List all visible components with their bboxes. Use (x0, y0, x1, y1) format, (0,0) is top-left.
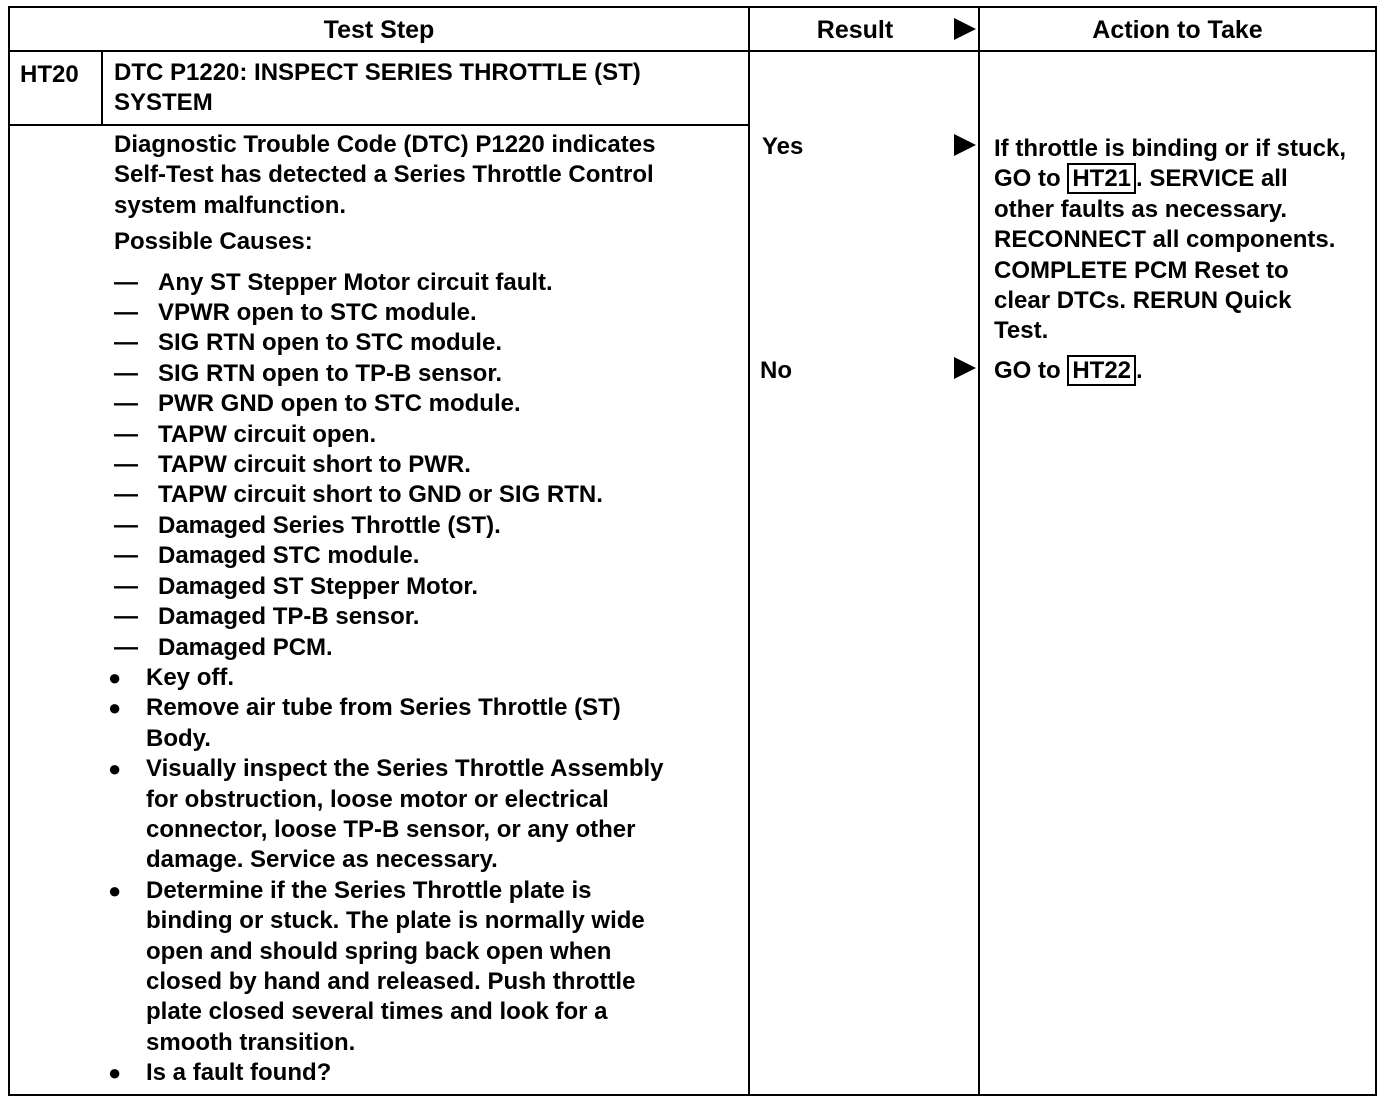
header-action: Action to Take (1092, 15, 1263, 44)
dash-icon: — (114, 420, 138, 448)
cause-item: — VPWR open to STC module. (114, 298, 664, 328)
action-item: ● Remove air tube from Series Throttle (ST) Body. (108, 693, 664, 754)
step-id: HT20 (20, 61, 79, 88)
result-yes: Yes (762, 133, 804, 160)
bullet-icon: ● (108, 877, 122, 903)
diagnostic-table (8, 6, 1377, 1096)
dash-icon: — (114, 481, 138, 509)
cause-item: — Damaged Series Throttle (ST). (114, 511, 664, 541)
dash-icon: — (114, 572, 138, 600)
cause-item: — Any ST Stepper Motor circuit fault. (114, 268, 664, 298)
dash-icon: — (114, 390, 138, 418)
dash-icon: — (114, 451, 138, 479)
bullet-icon: ● (108, 1060, 122, 1086)
cause-item: — TAPW circuit short to PWR. (114, 450, 664, 480)
causes-list (114, 268, 664, 663)
bullet-icon: ● (108, 756, 122, 782)
cause-item: — PWR GND open to STC module. (114, 389, 664, 419)
intro-text: Diagnostic Trouble Code (DTC) P1220 indicates Self-Test has detected a Series Throttle Control system malfunction. (114, 131, 656, 219)
cause-item: — Damaged STC module. (114, 541, 664, 571)
dash-icon: — (114, 268, 138, 296)
cause-item: — SIG RTN open to TP-B sensor. (114, 359, 664, 389)
dash-icon: — (114, 359, 138, 387)
cause-item: — Damaged ST Stepper Motor. (114, 572, 664, 602)
action-item: ● Visually inspect the Series Throttle Assembly for obstruction, loose motor or electrical connector, loose TP-B sensor, or any other damage. Service as necessary. (108, 754, 664, 876)
cause-item: — Damaged PCM. (114, 633, 664, 663)
cause-item: — Damaged TP-B sensor. (114, 602, 664, 632)
action-item: ● Determine if the Series Throttle plate is binding or stuck. The plate is normally wide open and should spring back open when closed by hand and released. Push throttle plate closed several times and look for a smooth transition. (108, 876, 664, 1058)
header-test-step: Test Step (323, 15, 435, 44)
dash-icon: — (114, 329, 138, 357)
no-arrow-icon (954, 357, 976, 379)
no-action: GO to HT22 . (994, 357, 1143, 384)
dash-icon: — (114, 511, 138, 539)
header-arrow-icon (954, 18, 976, 40)
yes-action: If throttle is binding or if stuck, GO to HT21 . SERVICE all other faults as necessary. RECONNECT all components. COMPLETE PCM Reset to clear DTCs. RERUN Quick Test. (994, 135, 1346, 345)
step-title-divider (10, 124, 750, 126)
goto-ht21-link[interactable]: HT21 (1067, 163, 1136, 194)
cause-item: — SIG RTN open to STC module. (114, 328, 664, 358)
cause-item: — TAPW circuit open. (114, 420, 664, 450)
step-title: DTC P1220: INSPECT SERIES THROTTLE (ST) SYSTEM (114, 59, 641, 117)
dash-icon: — (114, 542, 138, 570)
result-no: No (760, 357, 792, 384)
action-item: ● Is a fault found? (108, 1058, 664, 1088)
action-item: ● Key off. (108, 663, 664, 693)
bullet-icon: ● (108, 664, 122, 690)
dash-icon: — (114, 633, 138, 661)
cause-item: — TAPW circuit short to GND or SIG RTN. (114, 480, 664, 510)
step-body (108, 130, 664, 1089)
actions-list (108, 663, 664, 1089)
column-divider-result (748, 8, 750, 1094)
bullet-icon: ● (108, 695, 122, 721)
step-id-divider (101, 50, 103, 126)
yes-arrow-icon (954, 134, 976, 156)
causes-heading: Possible Causes: (114, 228, 313, 256)
dash-icon: — (114, 603, 138, 631)
header-result: Result (816, 15, 894, 44)
goto-ht22-link[interactable]: HT22 (1067, 355, 1136, 386)
dash-icon: — (114, 299, 138, 327)
column-divider-action (978, 8, 980, 1094)
